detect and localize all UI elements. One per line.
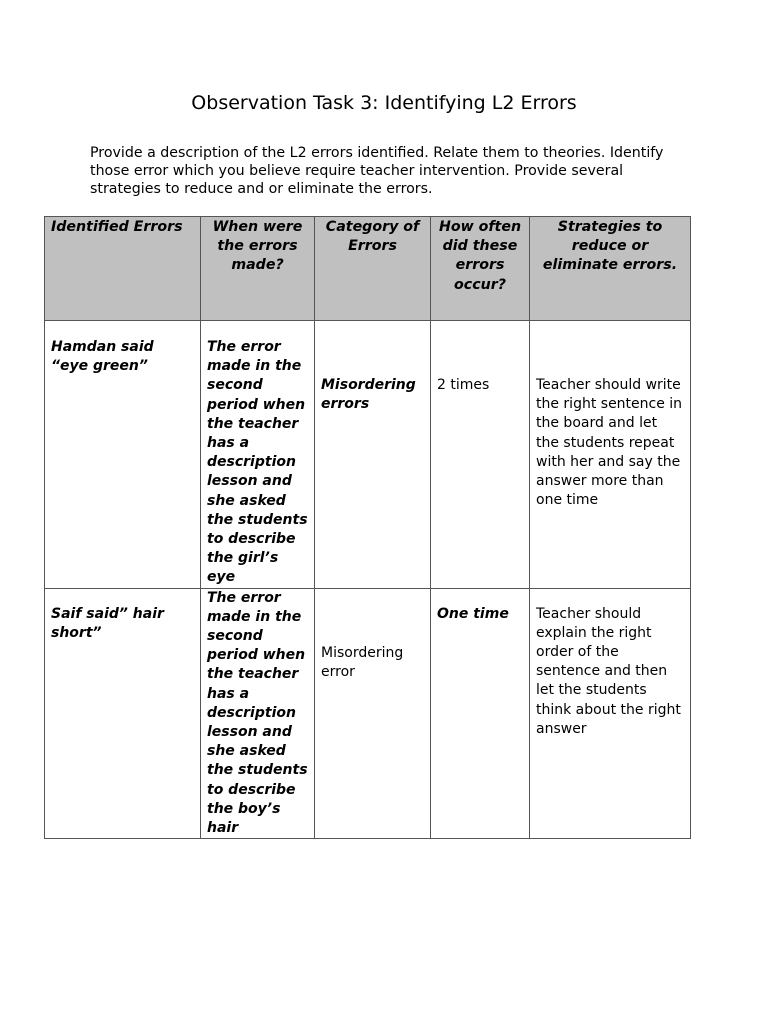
header-category: Category of Errors	[315, 217, 431, 321]
cell-category	[315, 321, 431, 589]
error-text: Hamdan said “eye green”	[51, 339, 154, 375]
cell-error	[45, 588, 201, 839]
cell-strategy	[530, 321, 691, 589]
strategy-text: Teacher should explain the right order of the sentence and then let the students think about the right answer	[536, 605, 681, 737]
when-text: The error made in the second period when the teacher has a description lesson and she asked the students to describe the girl’s eye	[207, 339, 308, 586]
errors-table	[44, 216, 691, 839]
header-frequency: How often did these errors occur?	[431, 217, 530, 321]
category-text: Misordering errors	[321, 377, 416, 413]
header-identified-errors: Identified Errors	[45, 217, 201, 321]
table-row	[45, 321, 691, 589]
strategy-text: Teacher should write the right sentence in the board and let the students repeat with her and say the answer more than one time	[536, 377, 683, 509]
frequency-text: 2 times	[437, 377, 490, 393]
category-text: Misordering error	[321, 644, 404, 680]
error-text: Saif said” hair short”	[51, 605, 164, 641]
cell-error	[45, 321, 201, 589]
cell-when	[201, 588, 315, 839]
cell-frequency	[431, 588, 530, 839]
cell-strategy	[530, 588, 691, 839]
frequency-text: One time	[437, 605, 509, 622]
table-row	[45, 588, 691, 839]
instructions-paragraph: Provide a description of the L2 errors identified. Relate them to theories. Identify those error which you believe require teacher intervention. Provide several strategies to reduce and or eliminate the errors.	[90, 145, 664, 197]
header-strategies: Strategies to reduce or eliminate errors.	[530, 217, 691, 321]
table-header-row	[45, 217, 691, 321]
cell-when	[201, 321, 315, 589]
cell-frequency	[431, 321, 530, 589]
header-when: When were the errors made?	[201, 217, 315, 321]
cell-category	[315, 588, 431, 839]
page-title: Observation Task 3: Identifying L2 Errors	[191, 92, 577, 114]
when-text: The error made in the second period when the teacher has a description lesson and she asked the students to describe the boy’s hair	[207, 589, 308, 837]
